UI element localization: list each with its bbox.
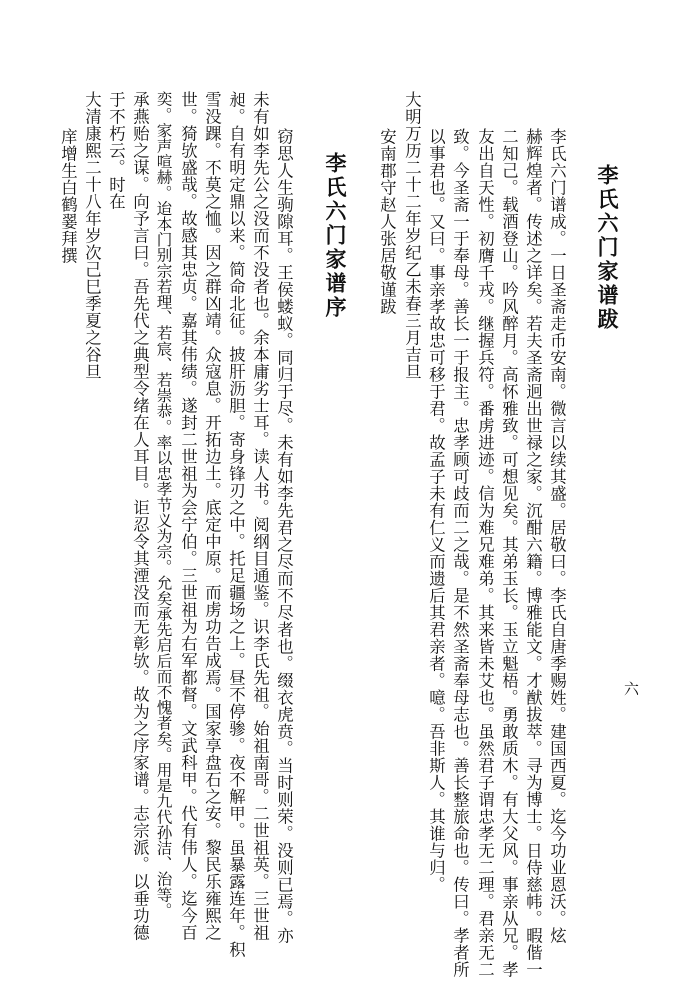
postscript-column-6: 以事君也。又曰。事亲孝故忠可移于君。故孟子未有仁义而遗后其君亲者。噫。吾非斯人。其谁与归。	[426, 128, 446, 893]
preface-title: 李氏六门家谱序	[323, 152, 348, 320]
preface-column-2: 未有如李先公之没而不没者也。余本庸劣士耳。读人书。阅纲目通鉴。识李氏先祖。始祖南哥。二世祖英。三世祖	[250, 91, 270, 941]
preface-column-7: 承燕贻之谋。向予言曰。吾先代之典型令绪在人耳目。讵忍令其湮没而无彰欤。故为之序家谱。志宗派。以垂功德	[130, 91, 150, 941]
preface-date: 大清康熙二十八年岁次己巳季夏之谷旦	[82, 91, 102, 380]
preface-column-4: 雪没踝。不莫之恤。因之群凶靖。众寇息。开拓边土。底定中原。而虏功告成焉。国家享盘石之安。黎民乐雍熙之	[202, 91, 222, 941]
postscript-column-2: 赫辉煌者。传述之详矣。若夫圣斋迥出世禄之家。沉酣六籍。博雅能文。才猷拔萃。寻为博士。日侍慈帏。暇偕一	[523, 128, 543, 978]
page-number: 六	[624, 680, 640, 698]
postscript-signature: 安南郡守赵人张居敬谨跋	[377, 128, 397, 315]
postscript-column-1: 李氏六门谱成。一日圣斋走币安南。微言以续其盛。居敬曰。李氏自唐季赐姓。建国西夏。迄今功业恩沃。炫	[547, 128, 567, 944]
preface-column-6: 奕。家声喧赫。迨本门别宗若理、若宸、若崇恭。率以忠孝节义为宗。允矣承先启后而不愧者矣。用是九代孙洁、治等。	[154, 91, 173, 918]
postscript-column-4: 友出自天性。初膺千戎。继握兵符。番虏进迹。信为难兄难弟。其来皆未艾也。虽然君子谓忠孝无二理。君亲无二	[475, 128, 495, 978]
preface-column-1: 窃思人生驹隙耳。王侯蝼蚁。同归于尽。未有如李先君之尽而不尽者也。缀衣虎贲。当时则荣。没则已焉。亦	[274, 128, 294, 944]
preface-column-3: 昶。自有明定鼎以来。简命北征。披肝沥胆。寄身锋刃之中。托足疆场之上。昼不停骖。夜不解甲。虽暴露连年。积	[226, 91, 246, 958]
postscript-column-3: 二知己。载酒登山。吟风醉月。高怀雅致。可想见矣。其弟玉长。玉立魁梧。勇敢质木。有大父风。事亲从兄。孝	[499, 128, 519, 978]
postscript-date: 大明万历二十二年岁纪乙未春三月吉旦	[402, 91, 422, 380]
preface-column-5: 世。猗欤盛哉。故感其忠贞。嘉其伟绩。遂封二世祖为会宁伯。三世祖为右军都督。文武科甲。代有伟人。迄今百	[178, 91, 198, 941]
postscript-title: 李氏六门家谱跋	[595, 164, 620, 332]
preface-column-8: 于不朽云。时在	[106, 91, 126, 210]
preface-signature: 庠增生白鹤翣拜撰	[58, 128, 78, 264]
postscript-column-5: 致。今圣斋一于奉母。善长一于报主。忠孝顾可歧而二之哉。是不然圣斋奉母志也。善长整旅命也。传曰。孝者所	[450, 128, 470, 978]
